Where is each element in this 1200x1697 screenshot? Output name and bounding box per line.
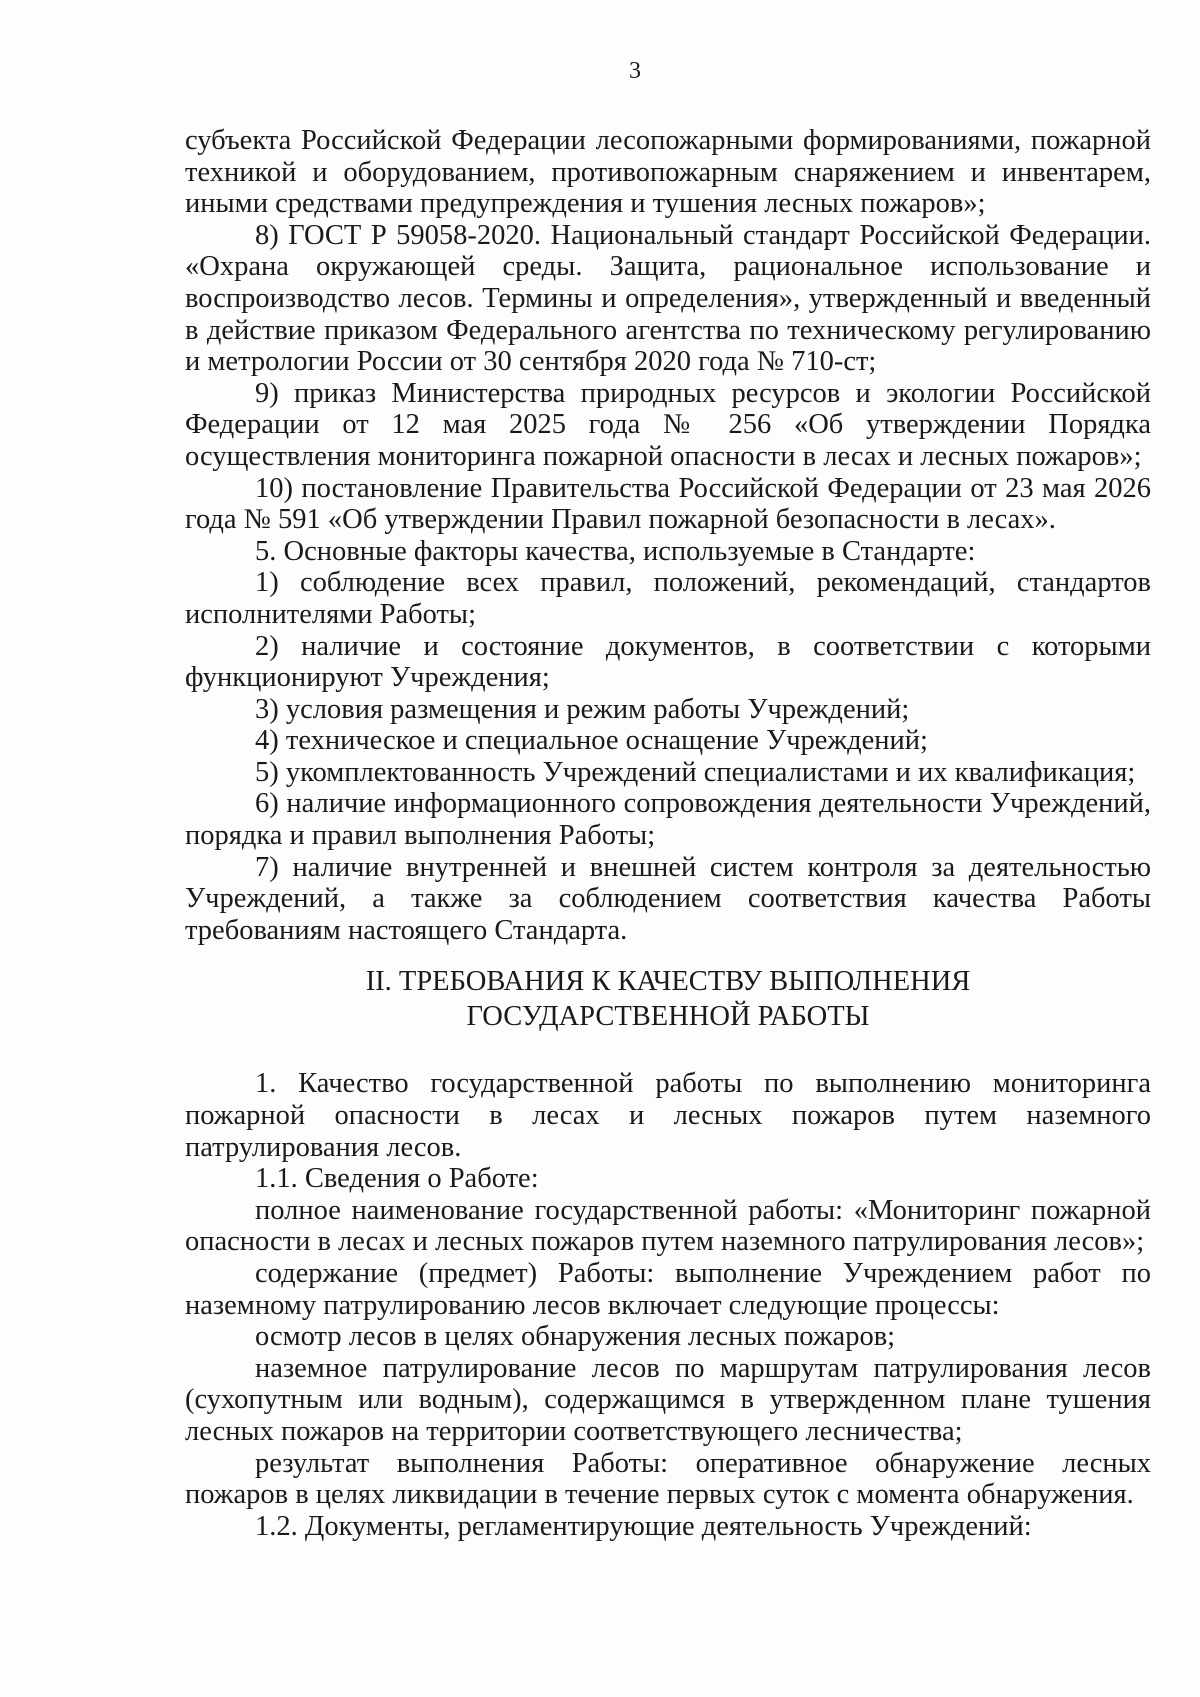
paragraph-documents: 1.2. Документы, регламентирующие деятельность Учреждений: (255, 1510, 1032, 1542)
paragraph-quality-item-1: 1. Качество государственной работы по выполнению мониторинга пожарной опасности в лесах и лесных пожаров путем наземного патрулирования лесов. (185, 1068, 1151, 1163)
list-item-factor-1: 1) соблюдение всех правил, положений, рекомендаций, стандартов исполнителями Работы; (185, 567, 1151, 630)
list-item-order-256: 9) приказ Министерства природных ресурсов и экологии Российской Федерации от 12 мая 2025 года № 256 «Об утверждении Порядка осуществления мониторинга пожарной опасности в лесах и лесных пожаров»; (185, 377, 1151, 472)
paragraph-content: содержание (предмет) Работы: выполнение Учреждением работ по наземному патрулированию лесов включает следующие процессы: (185, 1258, 1151, 1321)
list-item-factor-5: 5) укомплектованность Учреждений специалистами и их квалификация; (255, 756, 1136, 788)
section-heading (185, 964, 1151, 1034)
paragraph-quality-factors: 5. Основные факторы качества, используемые в Стандарте: (255, 535, 976, 567)
document-body (185, 125, 1151, 1542)
paragraph-continuation: субъекта Российской Федерации лесопожарными формированиями, пожарной техникой и оборудованием, противопожарным снаряжением и инвентарем, иными средствами предупреждения и тушения лесных пожаров»; (185, 125, 1151, 220)
paragraph-patrol: наземное патрулирование лесов по маршрутам патрулирования лесов (сухопутным или водным), содержащимся в утвержденном плане тушения лесных пожаров на территории соответствующего лесничества; (185, 1352, 1151, 1447)
list-item-factor-2: 2) наличие и состояние документов, в соответствии с которыми функционируют Учреждения; (185, 630, 1151, 694)
paragraph-full-name: полное наименование государственной работы: «Мониторинг пожарной опасности в лесах и лесных пожаров путем наземного патрулирования лесов»; (185, 1194, 1151, 1258)
list-item-gost: 8) ГОСТ Р 59058-2020. Национальный стандарт Российской Федерации. «Охрана окружающей среды. Защита, рациональное использование и воспроизводство лесов. Термины и определения», утвержденный и введенный в действие приказом Федерального агентства по техническому регулированию и метрологии России от 30 сентября 2020 года № 710-ст; (185, 219, 1151, 378)
list-item-factor-3: 3) условия размещения и режим работы Учреждений; (255, 693, 910, 725)
section-heading-line-2: ГОСУДАРСТВЕННОЙ РАБОТЫ (466, 1001, 870, 1033)
list-item-factor-6: 6) наличие информационного сопровождения деятельности Учреждений, порядка и правил выполнения Работы; (185, 788, 1151, 852)
list-item-factor-7: 7) наличие внутренней и внешней систем контроля за деятельностью Учреждений, а также за соблюдением соответствия качества Работы требованиям настоящего Стандарта. (185, 851, 1151, 946)
list-item-factor-4: 4) техническое и специальное оснащение Учреждений; (255, 725, 928, 757)
page-number: 3 (629, 58, 641, 84)
paragraph-work-info: 1.1. Сведения о Работе: (255, 1163, 539, 1195)
paragraph-result: результат выполнения Работы: оперативное обнаружение лесных пожаров в целях ликвидации в течение первых суток с момента обнаружения. (185, 1447, 1151, 1511)
list-item-resolution-591: 10) постановление Правительства Российской Федерации от 23 мая 2026 года № 591 «Об утверждении Правил пожарной безопасности в лесах». (185, 472, 1151, 536)
paragraph-inspection: осмотр лесов в целях обнаружения лесных пожаров; (255, 1321, 896, 1353)
section-heading-line-1: II. ТРЕБОВАНИЯ К КАЧЕСТВУ ВЫПОЛНЕНИЯ (365, 966, 971, 998)
